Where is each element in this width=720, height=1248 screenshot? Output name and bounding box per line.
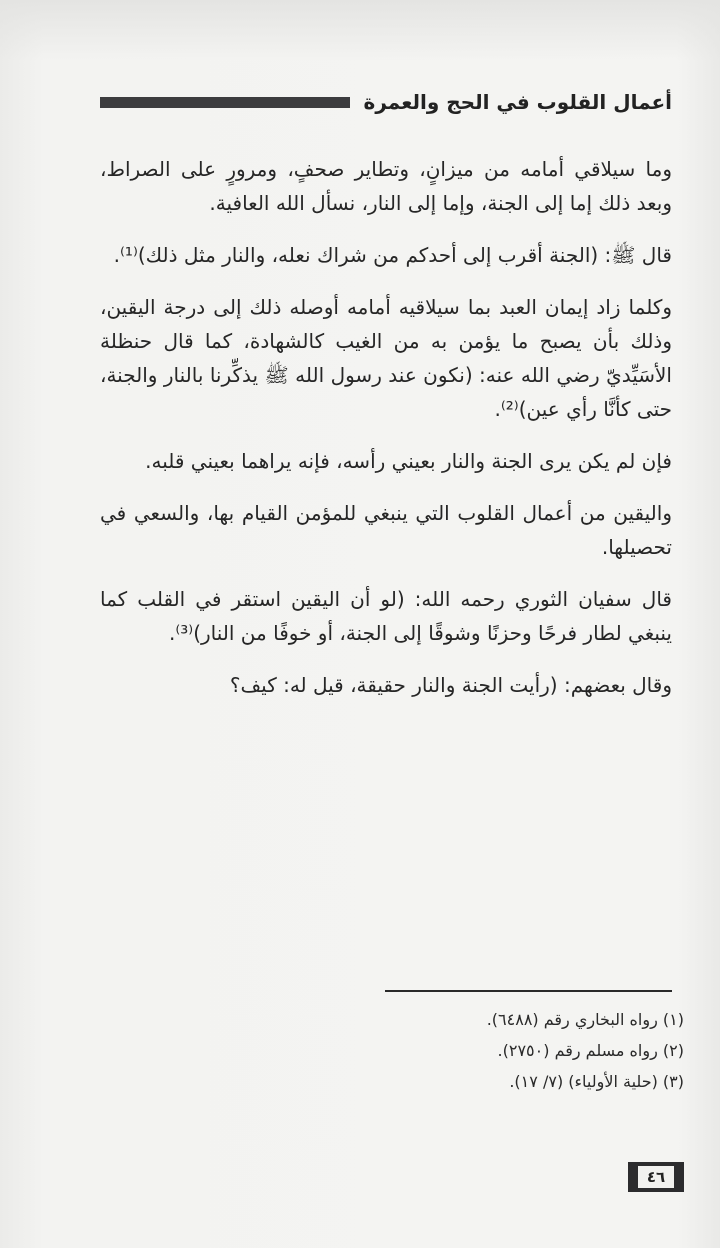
footnote-2: (٢) رواه مسلم رقم (٢٧٥٠). — [497, 1041, 684, 1060]
page-number: ٤٦ — [638, 1166, 674, 1188]
book-title: أعمال القلوب في الحج والعمرة — [363, 90, 672, 114]
paragraph-3: وكلما زاد إيمان العبد بما سيلاقيه أمامه أوصله ذلك إلى درجة اليقين، وذلك بأن يصبح ما يؤمن به من الغيب كالشهادة، كما قال حنظلة الأسَيِّديّ رضي الله عنه: (نكون عند رسول الله ﷺ يذكِّرنا بالنار والجنة، حتى كأنَّا رأي عين)⁽²⁾. — [100, 295, 672, 421]
paragraph-2: قال ﷺ: (الجنة أقرب إلى أحدكم من شراك نعله، والنار مثل ذلك)⁽¹⁾. — [113, 243, 672, 267]
paragraph-1: وما سيلاقي أمامه من ميزانٍ، وتطاير صحفٍ، ومرورٍ على الصراط، وبعد ذلك إما إلى الجنة، وإما إلى النار، نسأل الله العافية. — [100, 157, 672, 215]
paragraph-7: وقال بعضهم: (رأيت الجنة والنار حقيقة، قيل له: كيف؟ — [229, 673, 672, 697]
header-decorative-bar — [100, 97, 350, 108]
paragraph-4: فإن لم يكن يرى الجنة والنار بعيني رأسه، فإنه يراهما بعيني قلبه. — [145, 449, 672, 473]
main-text — [100, 152, 672, 720]
footnote-separator — [385, 990, 672, 992]
paragraph-6: قال سفيان الثوري رحمه الله: (لو أن اليقين استقر في القلب كما ينبغي لطار فرحًا وحزنًا وشوقًا إلى الجنة، أو خوفًا من النار)⁽³⁾. — [100, 587, 672, 645]
page-number-box — [628, 1162, 684, 1192]
footnote-1: (١) رواه البخاري رقم (٦٤٨٨). — [486, 1010, 684, 1029]
footnotes — [300, 1004, 684, 1097]
paragraph-5: واليقين من أعمال القلوب التي ينبغي للمؤمن القيام بها، والسعي في تحصيلها. — [100, 501, 672, 559]
running-header — [100, 84, 672, 120]
page-top-shadow — [0, 0, 720, 60]
footnote-3: (٣) (حلية الأولياء) (٧/ ١٧). — [509, 1072, 684, 1091]
